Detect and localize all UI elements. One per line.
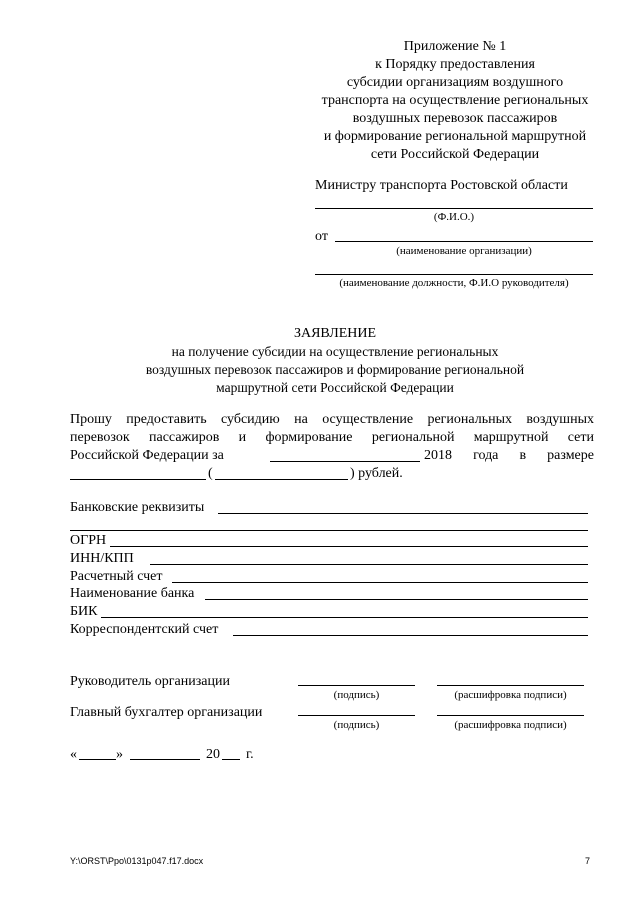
inn-kpp-label: ИНН/КПП	[70, 551, 134, 566]
subtitle-line: маршрутной сети Российской Федерации	[216, 380, 454, 395]
month-field[interactable]	[130, 759, 200, 760]
accountant-signature-field[interactable]	[298, 715, 415, 716]
period-field[interactable]	[270, 461, 420, 462]
quote-close: »	[116, 747, 123, 762]
appendix-header	[300, 38, 610, 164]
bank-details-label: Банковские реквизиты	[70, 500, 205, 515]
appendix-line: воздушных перевозок пассажиров	[352, 111, 558, 126]
position-hint: (наименование должности, Ф.И.О руководителя)	[339, 277, 569, 289]
head-signature-hint: (подпись)	[333, 689, 380, 701]
request-line-2: перевозок пассажиров и формирование региональной маршрутной сети	[70, 430, 594, 445]
appendix-line: субсидии организациям воздушного	[346, 75, 564, 90]
appendix-line: к Порядку предоставления	[375, 57, 535, 72]
appendix-line: Приложение № 1	[403, 39, 507, 54]
position-line[interactable]	[315, 274, 593, 275]
ogrn-field[interactable]	[110, 546, 588, 547]
page-number: 7	[585, 856, 591, 866]
amount-words-field[interactable]	[215, 479, 348, 480]
year-prefix: 20	[206, 747, 220, 762]
inn-kpp-field[interactable]	[150, 564, 588, 565]
request-line-1: Прошу предоставить субсидию на осуществление региональных воздушных	[70, 412, 594, 427]
fio-line[interactable]	[315, 208, 593, 209]
document-title: ЗАЯВЛЕНИЕ	[293, 326, 377, 341]
bank-name-label: Наименование банка	[70, 586, 195, 601]
accountant-signature-hint: (подпись)	[333, 719, 380, 731]
fio-hint: (Ф.И.О.)	[433, 211, 475, 223]
year-suffix: г.	[246, 747, 254, 762]
amount-number-field[interactable]	[70, 479, 206, 480]
paren-open: (	[208, 466, 213, 481]
appendix-line: сети Российской Федерации	[370, 147, 540, 162]
head-decode-field[interactable]	[437, 685, 584, 686]
bank-details-line-2[interactable]	[70, 530, 588, 531]
bik-label: БИК	[70, 604, 98, 619]
file-path: Y:\ORST\Ppo\0131p047.f17.docx	[70, 856, 204, 866]
ogrn-label: ОГРН	[70, 533, 107, 548]
corr-account-label: Корреспондентский счет	[70, 622, 219, 637]
account-label: Расчетный счет	[70, 569, 163, 584]
appendix-line: транспорта на осуществление региональных	[321, 93, 589, 108]
head-decode-hint: (расшифровка подписи)	[454, 689, 567, 701]
day-field[interactable]	[79, 759, 116, 760]
organization-line[interactable]	[335, 241, 593, 242]
accountant-decode-field[interactable]	[437, 715, 584, 716]
quote-open: «	[70, 747, 77, 762]
document-subtitle	[40, 343, 630, 397]
corr-account-field[interactable]	[233, 635, 588, 636]
request-line-3-text: Российской Федерации за	[70, 448, 224, 463]
appendix-line: и формирование региональной маршрутной	[323, 129, 587, 144]
accountant-decode-hint: (расшифровка подписи)	[454, 719, 567, 731]
from-label: от	[315, 229, 328, 244]
head-label: Руководитель организации	[70, 674, 230, 689]
paren-close-rubles: ) рублей.	[350, 466, 403, 481]
addressee: Министру транспорта Ростовской области	[315, 178, 568, 193]
bank-name-field[interactable]	[205, 599, 588, 600]
head-signature-field[interactable]	[298, 685, 415, 686]
subtitle-line: воздушных перевозок пассажиров и формирование региональной	[145, 362, 525, 377]
bik-field[interactable]	[101, 617, 588, 618]
organization-hint: (наименование организации)	[396, 245, 532, 257]
account-field[interactable]	[172, 582, 588, 583]
subtitle-line: на получение субсидии на осуществление региональных	[171, 344, 499, 359]
year-field[interactable]	[222, 759, 240, 760]
accountant-label: Главный бухгалтер организации	[70, 705, 263, 720]
bank-details-line[interactable]	[218, 513, 588, 514]
request-line-3-year: 2018 года в размере	[424, 448, 594, 463]
